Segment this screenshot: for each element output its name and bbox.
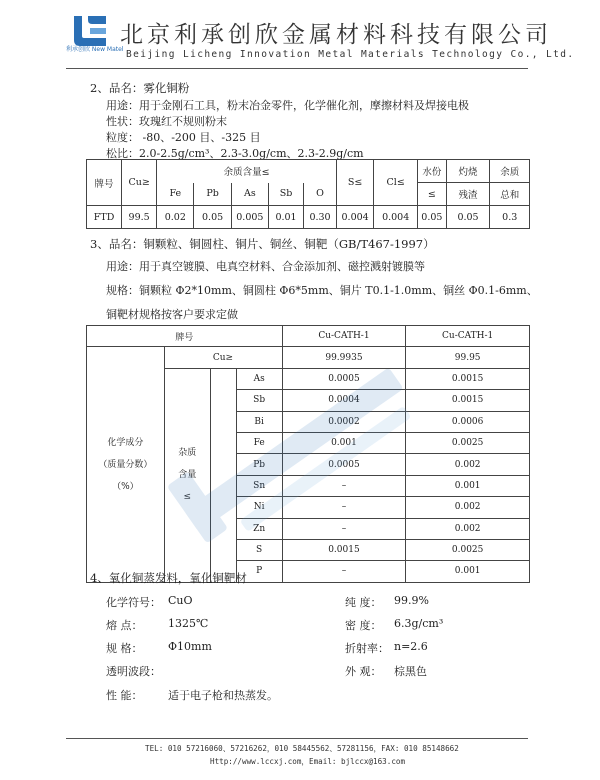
value-cell: 0.0015: [406, 368, 530, 389]
value-cell: 0.0004: [282, 390, 406, 411]
copper-powder-spec-table: [86, 159, 530, 229]
value-cell: 0.0002: [282, 411, 406, 432]
value-cell: 0.002: [406, 454, 530, 475]
table-cell: 0.02: [157, 206, 194, 229]
table-cell: 0.004: [374, 206, 418, 229]
value-cell: –: [282, 497, 406, 518]
table-header-cl: Cl≤: [374, 160, 418, 206]
table2-header-col1: Cu-CATH-1: [282, 326, 406, 347]
section2-density: 松比：2.0-2.5g/cm³、2.3-3.0g/cm、2.3-2.9g/cm: [106, 147, 364, 160]
company-name-cn: 北京利承创欣金属材料科技有限公司: [120, 22, 552, 48]
value-cell: 0.001: [406, 475, 530, 496]
table-header-water-unit: ≤: [418, 183, 447, 206]
section4-title: 4、氧化铜蒸发料，氧化铜靶材: [90, 571, 247, 585]
table-cell: 0.05: [418, 206, 447, 229]
table-cell: 0.05: [194, 206, 231, 229]
chem-composition-label: [87, 347, 165, 582]
section2-title: 2、品名：雾化铜粉: [90, 81, 190, 95]
table2-header-col2: Cu-CATH-1: [406, 326, 530, 347]
appearance-label: 外 观：: [345, 665, 382, 678]
table-cell: 0.01: [269, 206, 304, 229]
element-cell: Sb: [236, 390, 282, 411]
size-label: 规 格：: [106, 642, 143, 655]
section3-target: 铜靶材规格按客户要求定做: [106, 308, 238, 321]
sub-header-as: As: [231, 183, 268, 206]
table2-header-grade: 牌号: [87, 326, 283, 347]
melting-point-label: 熔 点：: [106, 619, 143, 632]
copper-target-composition-table: [86, 325, 530, 583]
chem-label-3: （%）: [112, 481, 139, 492]
element-cell: Zn: [236, 518, 282, 539]
section3-title: 3、品名：铜颗粒、铜圆柱、铜片、铜丝、铜靶（GB/T467-1997）: [90, 237, 435, 251]
footer-phone: TEL: 010 57216060、57216262，010 58445562、57281156，FAX: 010 85148662: [145, 744, 459, 753]
sub-header-pb: Pb: [194, 183, 231, 206]
logo-caption: 利承创欣 New Matel: [66, 46, 124, 53]
value-cell: 0.002: [406, 497, 530, 518]
chem-label-2: （质量分数）: [98, 459, 153, 470]
section2-nature: 性状：玫瑰红不规则粉末: [106, 115, 227, 128]
appearance-value: 棕黑色: [394, 665, 427, 678]
purity-label: 纯 度：: [345, 596, 382, 609]
value-cell: 0.0005: [282, 454, 406, 475]
value-cell: –: [282, 561, 406, 582]
performance-value: 适于电子枪和热蒸发。: [168, 689, 278, 702]
impurity-label: [164, 368, 210, 582]
footer-divider: [66, 738, 528, 739]
chem-label-1: 化学成分: [107, 437, 144, 448]
table-header-burn-2: 残渣: [446, 183, 490, 206]
value-cell: 0.0015: [406, 390, 530, 411]
performance-label: 性 能：: [106, 689, 143, 702]
value-cell: 0.001: [282, 432, 406, 453]
header-divider: [66, 68, 528, 69]
impurity-label-2: 含量: [178, 470, 197, 481]
table-cell: 99.5: [122, 206, 157, 229]
sub-header-sb: Sb: [269, 183, 304, 206]
section3-spec: 规格：铜颗粒 Φ2*10mm、铜圆柱 Φ6*5mm、铜片 T0.1-1.0mm、铜丝 Φ0.1-6mm、: [106, 284, 538, 297]
table-cell: 0.30: [304, 206, 337, 229]
table-header-cu: Cu≥: [122, 160, 157, 206]
value-cell: 0.0025: [406, 432, 530, 453]
spacer-cell: [210, 368, 236, 582]
density-label: 密 度：: [345, 619, 382, 632]
table-header-grade: 牌号: [87, 160, 122, 206]
element-cell: Fe: [236, 432, 282, 453]
element-cell: Ni: [236, 497, 282, 518]
value-cell: 0.0006: [406, 411, 530, 432]
melting-point-value: 1325℃: [168, 617, 209, 630]
table-cell: FTD: [87, 206, 122, 229]
element-cell: Pb: [236, 454, 282, 475]
density-value: 6.3g/cm³: [394, 617, 444, 630]
table-header-rest-2: 总和: [490, 183, 530, 206]
value-cell: 0.0005: [282, 368, 406, 389]
formula-label: 化学符号：: [106, 596, 161, 609]
refractive-index-label: 折射率：: [345, 642, 389, 655]
table-header-s: S≤: [336, 160, 373, 206]
table-header-impurity: 余质含量≤: [157, 160, 337, 183]
section3-usage: 用途：用于真空镀膜、电真空材料、合金添加剂、磁控溅射镀膜等: [106, 260, 425, 273]
section2-usage: 用途：用于金刚石工具，粉末冶金零件，化学催化剂，摩擦材料及焊接电极: [106, 99, 469, 112]
purity-value: 99.9%: [394, 594, 429, 607]
formula-value: CuO: [168, 594, 193, 607]
value-cell: 0.0025: [406, 539, 530, 560]
company-name-en: Beijing Licheng Innovation Metal Materials Technology Co., Ltd.: [126, 49, 575, 60]
table-cell: 0.004: [336, 206, 373, 229]
footer-web[interactable]: Http://www.lccxj.com，Email: bjlccx@163.com: [210, 757, 406, 766]
value-cell: 0.002: [406, 518, 530, 539]
sub-header-o: O: [304, 183, 337, 206]
table-header-rest: 余质: [490, 160, 530, 183]
cu-label: Cu≥: [164, 347, 282, 368]
cu-value-1: 99.9935: [282, 347, 406, 368]
value-cell: –: [282, 518, 406, 539]
value-cell: –: [282, 475, 406, 496]
element-cell: Bi: [236, 411, 282, 432]
transparency-band-label: 透明波段：: [106, 665, 161, 678]
table-cell: 0.05: [446, 206, 490, 229]
impurity-label-1: 杂质: [178, 448, 197, 459]
size-value: Φ10mm: [168, 640, 212, 653]
value-cell: 0.0015: [282, 539, 406, 560]
table-header-burn: 灼烧: [446, 160, 490, 183]
element-cell: As: [236, 368, 282, 389]
table-cell: 0.005: [231, 206, 268, 229]
cu-value-2: 99.95: [406, 347, 530, 368]
section2-granularity: 粒度： -80、-200 目、-325 目: [106, 131, 261, 144]
element-cell: P: [236, 561, 282, 582]
table-cell: 0.3: [490, 206, 530, 229]
refractive-index-value: n=2.6: [394, 640, 428, 653]
element-cell: Sn: [236, 475, 282, 496]
value-cell: 0.001: [406, 561, 530, 582]
sub-header-fe: Fe: [157, 183, 194, 206]
table-header-water: 水份: [418, 160, 447, 183]
impurity-label-3: ≤: [183, 492, 192, 503]
table-row: [87, 206, 530, 229]
element-cell: S: [236, 539, 282, 560]
